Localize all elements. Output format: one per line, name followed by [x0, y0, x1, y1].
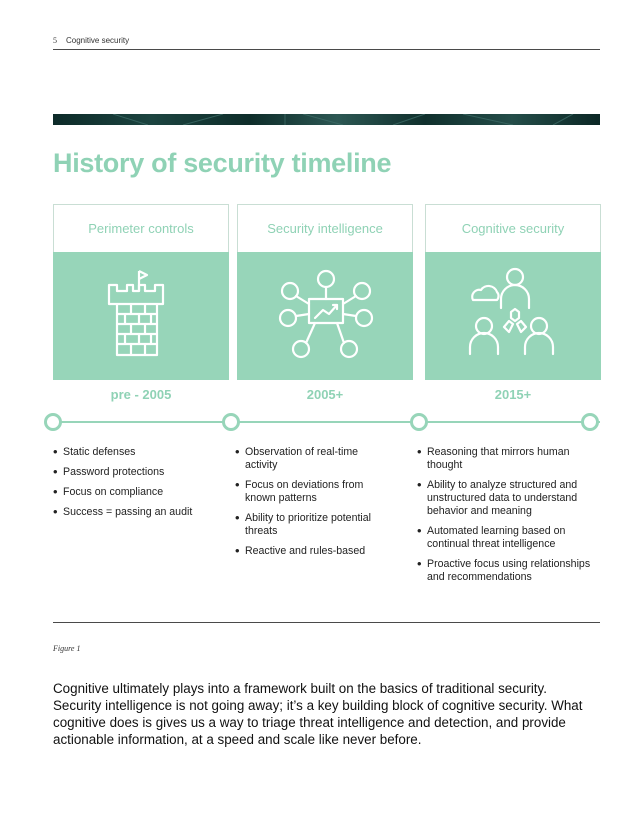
- column-cognitive-security: [425, 204, 601, 380]
- list-item: • Reactive and rules-based: [235, 545, 385, 558]
- list-item: • Ability to prioritize potential threats: [235, 512, 385, 538]
- page-title: History of security timeline: [53, 148, 392, 178]
- timeline-line: [53, 421, 600, 423]
- column-illustration: [237, 252, 413, 380]
- list-item: • Reasoning that mirrors human thought: [417, 446, 605, 472]
- bullet-list-intelligence: [235, 446, 385, 565]
- timeline-node: [410, 413, 428, 431]
- list-item: • Ability to analyze structured and unstructured data to understand behavior and meaning: [417, 479, 605, 518]
- timeline-node: [581, 413, 599, 431]
- body-paragraph: Cognitive ultimately plays into a framework built on the basics of traditional security. Security intelligence is not going away; it’s a key building block of cognitive security. What cognitive does is gives us a way to triage threat intelligence and detection, and provide actionable information, at a speed and scale like never before.: [53, 681, 583, 747]
- list-item: • Automated learning based on continual threat intelligence: [417, 525, 605, 551]
- column-perimeter-controls: [53, 204, 229, 380]
- list-item: • Focus on deviations from known patterns: [235, 479, 385, 505]
- network-icon: [237, 252, 413, 380]
- column-illustration: [425, 252, 601, 380]
- page-header: [53, 36, 129, 45]
- bullet-list-perimeter: [53, 446, 223, 526]
- list-item: • Success = passing an audit: [53, 506, 223, 519]
- column-security-intelligence: [237, 204, 413, 380]
- people-cloud-icon: [425, 252, 601, 380]
- header-rule: [53, 49, 600, 50]
- list-item: • Observation of real-time activity: [235, 446, 385, 472]
- timeline-node: [222, 413, 240, 431]
- bullet-list-cognitive: [417, 446, 605, 591]
- list-item: • Password protections: [53, 466, 223, 479]
- figure-rule: [53, 622, 600, 623]
- column-heading: Perimeter controls: [88, 221, 194, 236]
- banner-image: [53, 114, 600, 125]
- column-illustration: [53, 252, 229, 380]
- era-label: 2005+: [306, 387, 344, 402]
- list-item: • Proactive focus using relationships and recommendations: [417, 558, 605, 584]
- figure-caption: Figure 1: [53, 644, 81, 653]
- column-heading: Cognitive security: [461, 221, 565, 236]
- timeline-node: [44, 413, 62, 431]
- list-item: • Static defenses: [53, 446, 223, 459]
- list-item: • Focus on compliance: [53, 486, 223, 499]
- page-number: 5: [53, 36, 57, 45]
- era-label: pre - 2005: [110, 387, 172, 402]
- castle-icon: [53, 252, 229, 380]
- section-title: Cognitive security: [66, 36, 130, 45]
- era-label: 2015+: [494, 387, 532, 402]
- column-heading: Security intelligence: [267, 221, 383, 236]
